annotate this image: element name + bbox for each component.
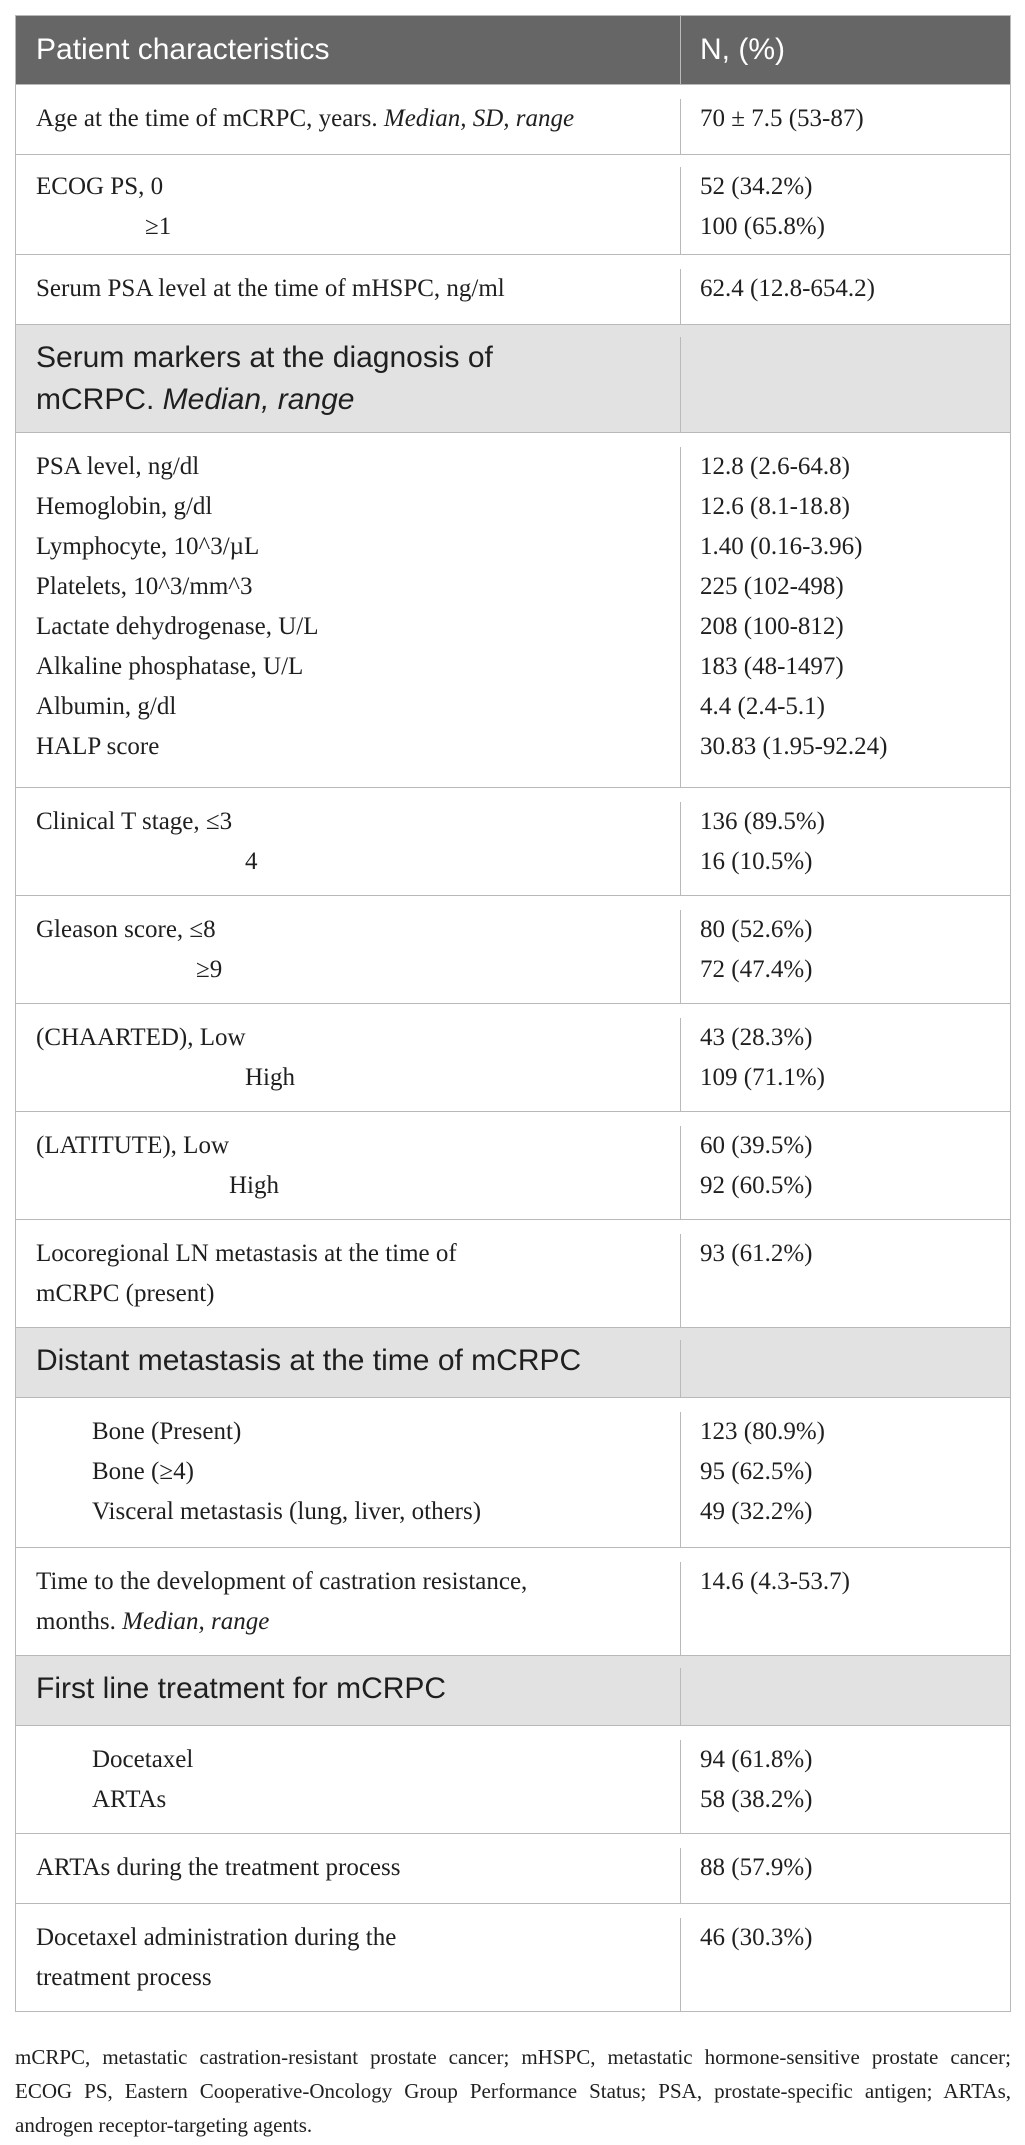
psa-mhspc-label: Serum PSA level at the time of mHSPC, ng/ml [36,275,505,302]
ln-meta-value: 93 (61.2%) [700,1240,813,1267]
distant-value: 123 (80.9%) [700,1418,825,1445]
section-distant-metastasis [16,1327,1010,1397]
marker-label: Alkaline phosphatase, U/L [36,653,304,680]
distant-label: Bone (≥4) [92,1458,194,1485]
first-line-value: 58 (38.2%) [700,1786,813,1813]
age-label: Age at the time of mCRPC, years. [36,105,384,132]
marker-value: 225 (102-498) [700,573,844,600]
gleason-value-1: 72 (47.4%) [700,956,813,983]
marker-value: 4.4 (2.4-5.1) [700,693,825,720]
chaarted-value-0: 43 (28.3%) [700,1024,813,1051]
section-first-line [16,1655,1010,1725]
gleason-value-0: 80 (52.6%) [700,916,813,943]
t-stage-label-0: Clinical T stage, ≤3 [36,808,233,835]
table-row-first-line [16,1725,1010,1833]
ecog-value-1: 100 (65.8%) [700,213,825,240]
distant-label: Visceral metastasis (lung, liver, others) [92,1498,482,1525]
t-stage-value-1: 16 (10.5%) [700,848,813,875]
castration-value: 14.6 (4.3-53.7) [700,1568,850,1595]
marker-value: 12.8 (2.6-64.8) [700,453,850,480]
marker-value: 1.40 (0.16-3.96) [700,533,863,560]
marker-label: Albumin, g/dl [36,693,177,720]
marker-value: 183 (48-1497) [700,653,844,680]
serum-section-line2-stat: Median, range [162,383,355,416]
table-row-serum-markers [16,432,1010,787]
table-row-latitute [16,1111,1010,1219]
table-row-docetaxel-process [16,1903,1010,2011]
marker-value: 30.83 (1.95-92.24) [700,733,888,760]
table-footnote: mCRPC, metastatic castration-resistant prostate cancer; mHSPC, metastatic hormone-sensitive prostate cancer; ECOG PS, Eastern Cooperative-Oncology Group Performance Status; PSA, prostate-specific antigen; ARTAs, androgen receptor-targeting agents. [15,2045,1011,2137]
table-row-gleason [16,895,1010,1003]
age-label-stat: Median, SD, range [383,105,575,132]
table-row-age [16,84,1010,154]
characteristics-table [15,15,1011,2012]
table-row-artas-process [16,1833,1010,1903]
table-row-psa-mhspc [16,254,1010,324]
distant-value: 49 (32.2%) [700,1498,813,1525]
chaarted-label-0: (CHAARTED), Low [36,1024,246,1051]
ecog-label-0: ECOG PS, 0 [36,173,164,200]
table-header-row [16,16,1010,84]
chaarted-value-1: 109 (71.1%) [700,1064,825,1091]
docetaxel-process-value: 46 (30.3%) [700,1924,813,1951]
t-stage-label-1: 4 [245,848,258,875]
marker-label: Hemoglobin, g/dl [36,493,213,520]
first-line-value: 94 (61.8%) [700,1746,813,1773]
ecog-label-1: ≥1 [145,213,172,240]
table-row-distant [16,1397,1010,1547]
artas-process-label: ARTAs during the treatment process [36,1854,401,1881]
header-characteristics: Patient characteristics [36,33,330,66]
marker-label: PSA level, ng/dl [36,453,200,480]
t-stage-value-0: 136 (89.5%) [700,808,825,835]
distant-value: 95 (62.5%) [700,1458,813,1485]
latitute-value-0: 60 (39.5%) [700,1132,813,1159]
marker-label: Lymphocyte, 10^3/µL [36,533,260,560]
header-n-percent: N, (%) [700,33,785,66]
table-row-ecog [16,154,1010,254]
marker-label: Lactate dehydrogenase, U/L [36,613,319,640]
docetaxel-process-line2: treatment process [36,1964,212,1991]
marker-label: Platelets, 10^3/mm^3 [36,573,253,600]
distant-label: Bone (Present) [92,1418,242,1445]
psa-mhspc-value: 62.4 (12.8-654.2) [700,275,875,302]
castration-line2-stat: Median, range [122,1608,270,1635]
gleason-label-1: ≥9 [196,956,223,983]
distant-section-title: Distant metastasis at the time of mCRPC [36,1344,582,1377]
marker-value: 208 (100-812) [700,613,844,640]
latitute-label-1: High [229,1172,279,1199]
marker-value: 12.6 (8.1-18.8) [700,493,850,520]
serum-section-line1: Serum markers at the diagnosis of [36,341,493,374]
chaarted-label-1: High [245,1064,295,1091]
ln-meta-line1: Locoregional LN metastasis at the time of [36,1240,457,1267]
artas-process-value: 88 (57.9%) [700,1854,813,1881]
serum-section-line2: mCRPC. [36,383,163,416]
marker-label: HALP score [36,733,160,760]
table-row-ln-metastasis [16,1219,1010,1327]
castration-line2: months. [36,1608,123,1635]
latitute-value-1: 92 (60.5%) [700,1172,813,1199]
table-row-castration-time [16,1547,1010,1655]
ln-meta-line2: mCRPC (present) [36,1280,215,1307]
castration-line1: Time to the development of castration resistance, [36,1568,528,1595]
table-row-chaarted [16,1003,1010,1111]
section-serum-markers [16,324,1010,432]
gleason-label-0: Gleason score, ≤8 [36,916,216,943]
first-line-label: ARTAs [92,1786,167,1813]
docetaxel-process-line1: Docetaxel administration during the [36,1924,397,1951]
latitute-label-0: (LATITUTE), Low [36,1132,229,1159]
first-line-section-title: First line treatment for mCRPC [36,1672,447,1705]
ecog-value-0: 52 (34.2%) [700,173,813,200]
first-line-label: Docetaxel [92,1746,194,1773]
age-value: 70 ± 7.5 (53-87) [700,105,864,132]
table-row-t-stage [16,787,1010,895]
